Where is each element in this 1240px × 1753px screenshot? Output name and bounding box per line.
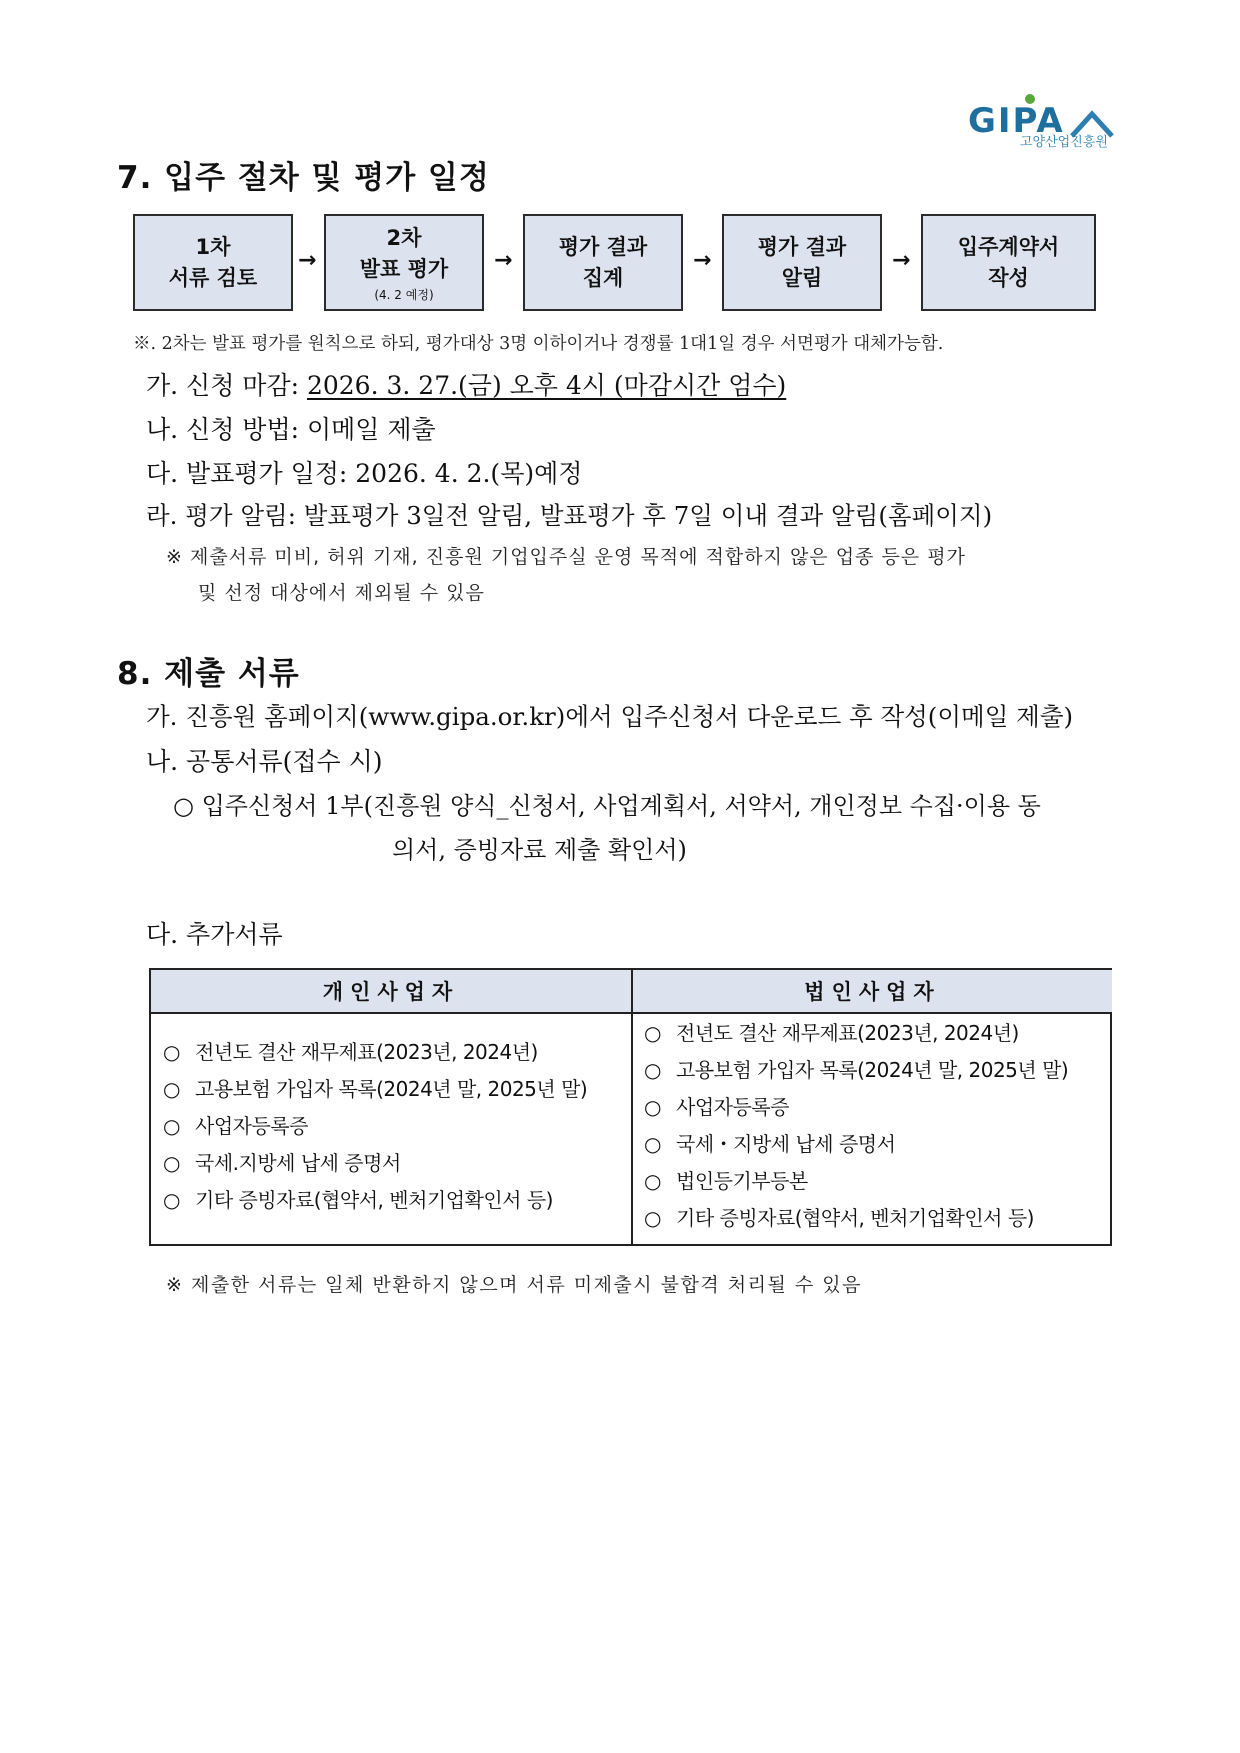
item-ga-value: 2026. 3. 27.(금) 오후 4시 (마감시간 엄수) (306, 371, 787, 400)
circle-bullet-icon: ○ (644, 1058, 661, 1082)
flow-step-2 (324, 214, 484, 311)
item-da-value: 2026. 4. 2.(목)예정 (355, 459, 583, 488)
list-item (163, 1182, 587, 1219)
flow-step-2-sub: (4. 2 예정) (374, 287, 434, 302)
flow-step-3-line2: 집계 (582, 265, 624, 290)
flow-arrow-1: → (298, 248, 317, 273)
list-item-text: 고용보험 가입자 목록(2024년 말, 2025년 말) (676, 1058, 1069, 1082)
flow-step-5-line1: 입주계약서 (957, 234, 1060, 259)
flow-arrow-2: → (494, 248, 513, 273)
logo-subtitle: 고양산업진흥원 (1020, 135, 1108, 148)
list-item (644, 1163, 1068, 1200)
list-item (163, 1071, 587, 1108)
gipa-logo (968, 92, 1128, 148)
evaluation-note: ※. 2차는 발표 평가를 원칙으로 하되, 평가대상 3명 이하이거나 경쟁률 1대1일 경우 서면평가 대체가능함. (133, 334, 944, 354)
item-da-label: 다. 발표평가 일정: (146, 459, 356, 488)
table-header-individual: 개인사업자 (151, 970, 631, 1014)
list-item (163, 1108, 587, 1145)
flow-step-5-line2: 작성 (988, 265, 1029, 290)
item-ga-deadline (146, 366, 786, 402)
flow-step-1 (133, 214, 293, 311)
list-item-text: 법인등기부등본 (676, 1169, 808, 1193)
flow-arrow-3: → (693, 248, 712, 273)
warning-line-2: 및 선정 대상에서 제외될 수 있음 (198, 582, 485, 604)
table-divider (631, 970, 633, 1244)
warning-line-1: ※ 제출서류 미비, 허위 기재, 진흥원 기업입주실 운영 목적에 적합하지 않은 업종 등은 평가 (166, 546, 966, 568)
circle-bullet-icon: ○ (163, 1077, 180, 1101)
item-na-method: 나. 신청 방법: 이메일 제출 (146, 415, 436, 444)
list-item-text: 전년도 결산 재무제표(2023년, 2024년) (195, 1040, 538, 1064)
common-docs-line-2: 의서, 증빙자료 제출 확인서) (392, 836, 687, 864)
circle-bullet-icon: ○ (163, 1188, 180, 1212)
individual-docs-list (163, 1034, 587, 1219)
section8-title: 8. 제출 서류 (117, 656, 300, 692)
circle-bullet-icon: ○ (163, 1040, 180, 1064)
list-item (644, 1052, 1068, 1089)
list-item-text: 사업자등록증 (195, 1114, 308, 1138)
table-header-corporate: 법인사업자 (633, 970, 1112, 1014)
list-item-text: 국세・지방세 납세 증명서 (676, 1132, 896, 1156)
section8-item-da: 다. 추가서류 (146, 920, 283, 949)
flow-step-4 (722, 214, 882, 311)
list-item (163, 1034, 587, 1071)
list-item-text: 기타 증빙자료(협약서, 벤처기업확인서 등) (195, 1188, 553, 1212)
list-item-text: 사업자등록증 (676, 1095, 789, 1119)
logo-graphic (968, 92, 1128, 148)
flow-step-2-line1: 2차 (386, 225, 422, 250)
flow-step-1-line1: 1차 (195, 234, 231, 259)
common-docs-line-1: ○ 입주신청서 1부(진흥원 양식_신청서, 사업계획서, 서약서, 개인정보 수집·이용 동 (173, 792, 1041, 820)
list-item-text: 국세.지방세 납세 증명서 (195, 1151, 401, 1175)
flow-arrow-4: → (892, 248, 911, 273)
circle-bullet-icon: ○ (644, 1021, 661, 1045)
section8-item-na: 나. 공통서류(접수 시) (146, 747, 383, 776)
circle-bullet-icon: ○ (644, 1132, 661, 1156)
list-item (644, 1200, 1068, 1237)
circle-bullet-icon: ○ (163, 1151, 180, 1175)
circle-bullet-icon: ○ (644, 1095, 661, 1119)
list-item-text: 전년도 결산 재무제표(2023년, 2024년) (676, 1021, 1019, 1045)
flow-step-4-line2: 알림 (781, 265, 823, 290)
flow-step-5 (921, 214, 1096, 311)
circle-bullet-icon: ○ (163, 1114, 180, 1138)
list-item (644, 1089, 1068, 1126)
circle-bullet-icon: ○ (644, 1169, 661, 1193)
flow-step-3-line1: 평가 결과 (558, 234, 648, 259)
item-ga-label: 가. 신청 마감: (146, 371, 307, 400)
flow-step-4-line1: 평가 결과 (757, 234, 847, 259)
additional-docs-table (149, 968, 1112, 1246)
list-item (163, 1145, 587, 1182)
flow-step-3 (523, 214, 683, 311)
item-da-schedule (146, 454, 582, 490)
list-item (644, 1126, 1068, 1163)
item-ra-notice: 라. 평가 알림: 발표평가 3일전 알림, 발표평가 후 7일 이내 결과 알림(홈페이지) (146, 501, 993, 530)
list-item (644, 1015, 1068, 1052)
corporate-docs-list (644, 1015, 1068, 1237)
circle-bullet-icon: ○ (644, 1206, 661, 1230)
list-item-text: 고용보험 가입자 목록(2024년 말, 2025년 말) (195, 1077, 588, 1101)
footer-note: ※ 제출한 서류는 일체 반환하지 않으며 서류 미제출시 불합격 처리될 수 있음 (166, 1274, 862, 1296)
section8-item-ga: 가. 진흥원 홈페이지(www.gipa.or.kr)에서 입주신청서 다운로드 후 작성(이메일 제출) (146, 702, 1074, 731)
list-item-text: 기타 증빙자료(협약서, 벤처기업확인서 등) (676, 1206, 1034, 1230)
logo-text: GIPA (968, 101, 1065, 141)
flow-step-2-line2: 발표 평가 (359, 256, 449, 281)
flow-step-1-line2: 서류 검토 (168, 265, 258, 290)
section7-title: 7. 입주 절차 및 평가 일정 (117, 160, 490, 196)
